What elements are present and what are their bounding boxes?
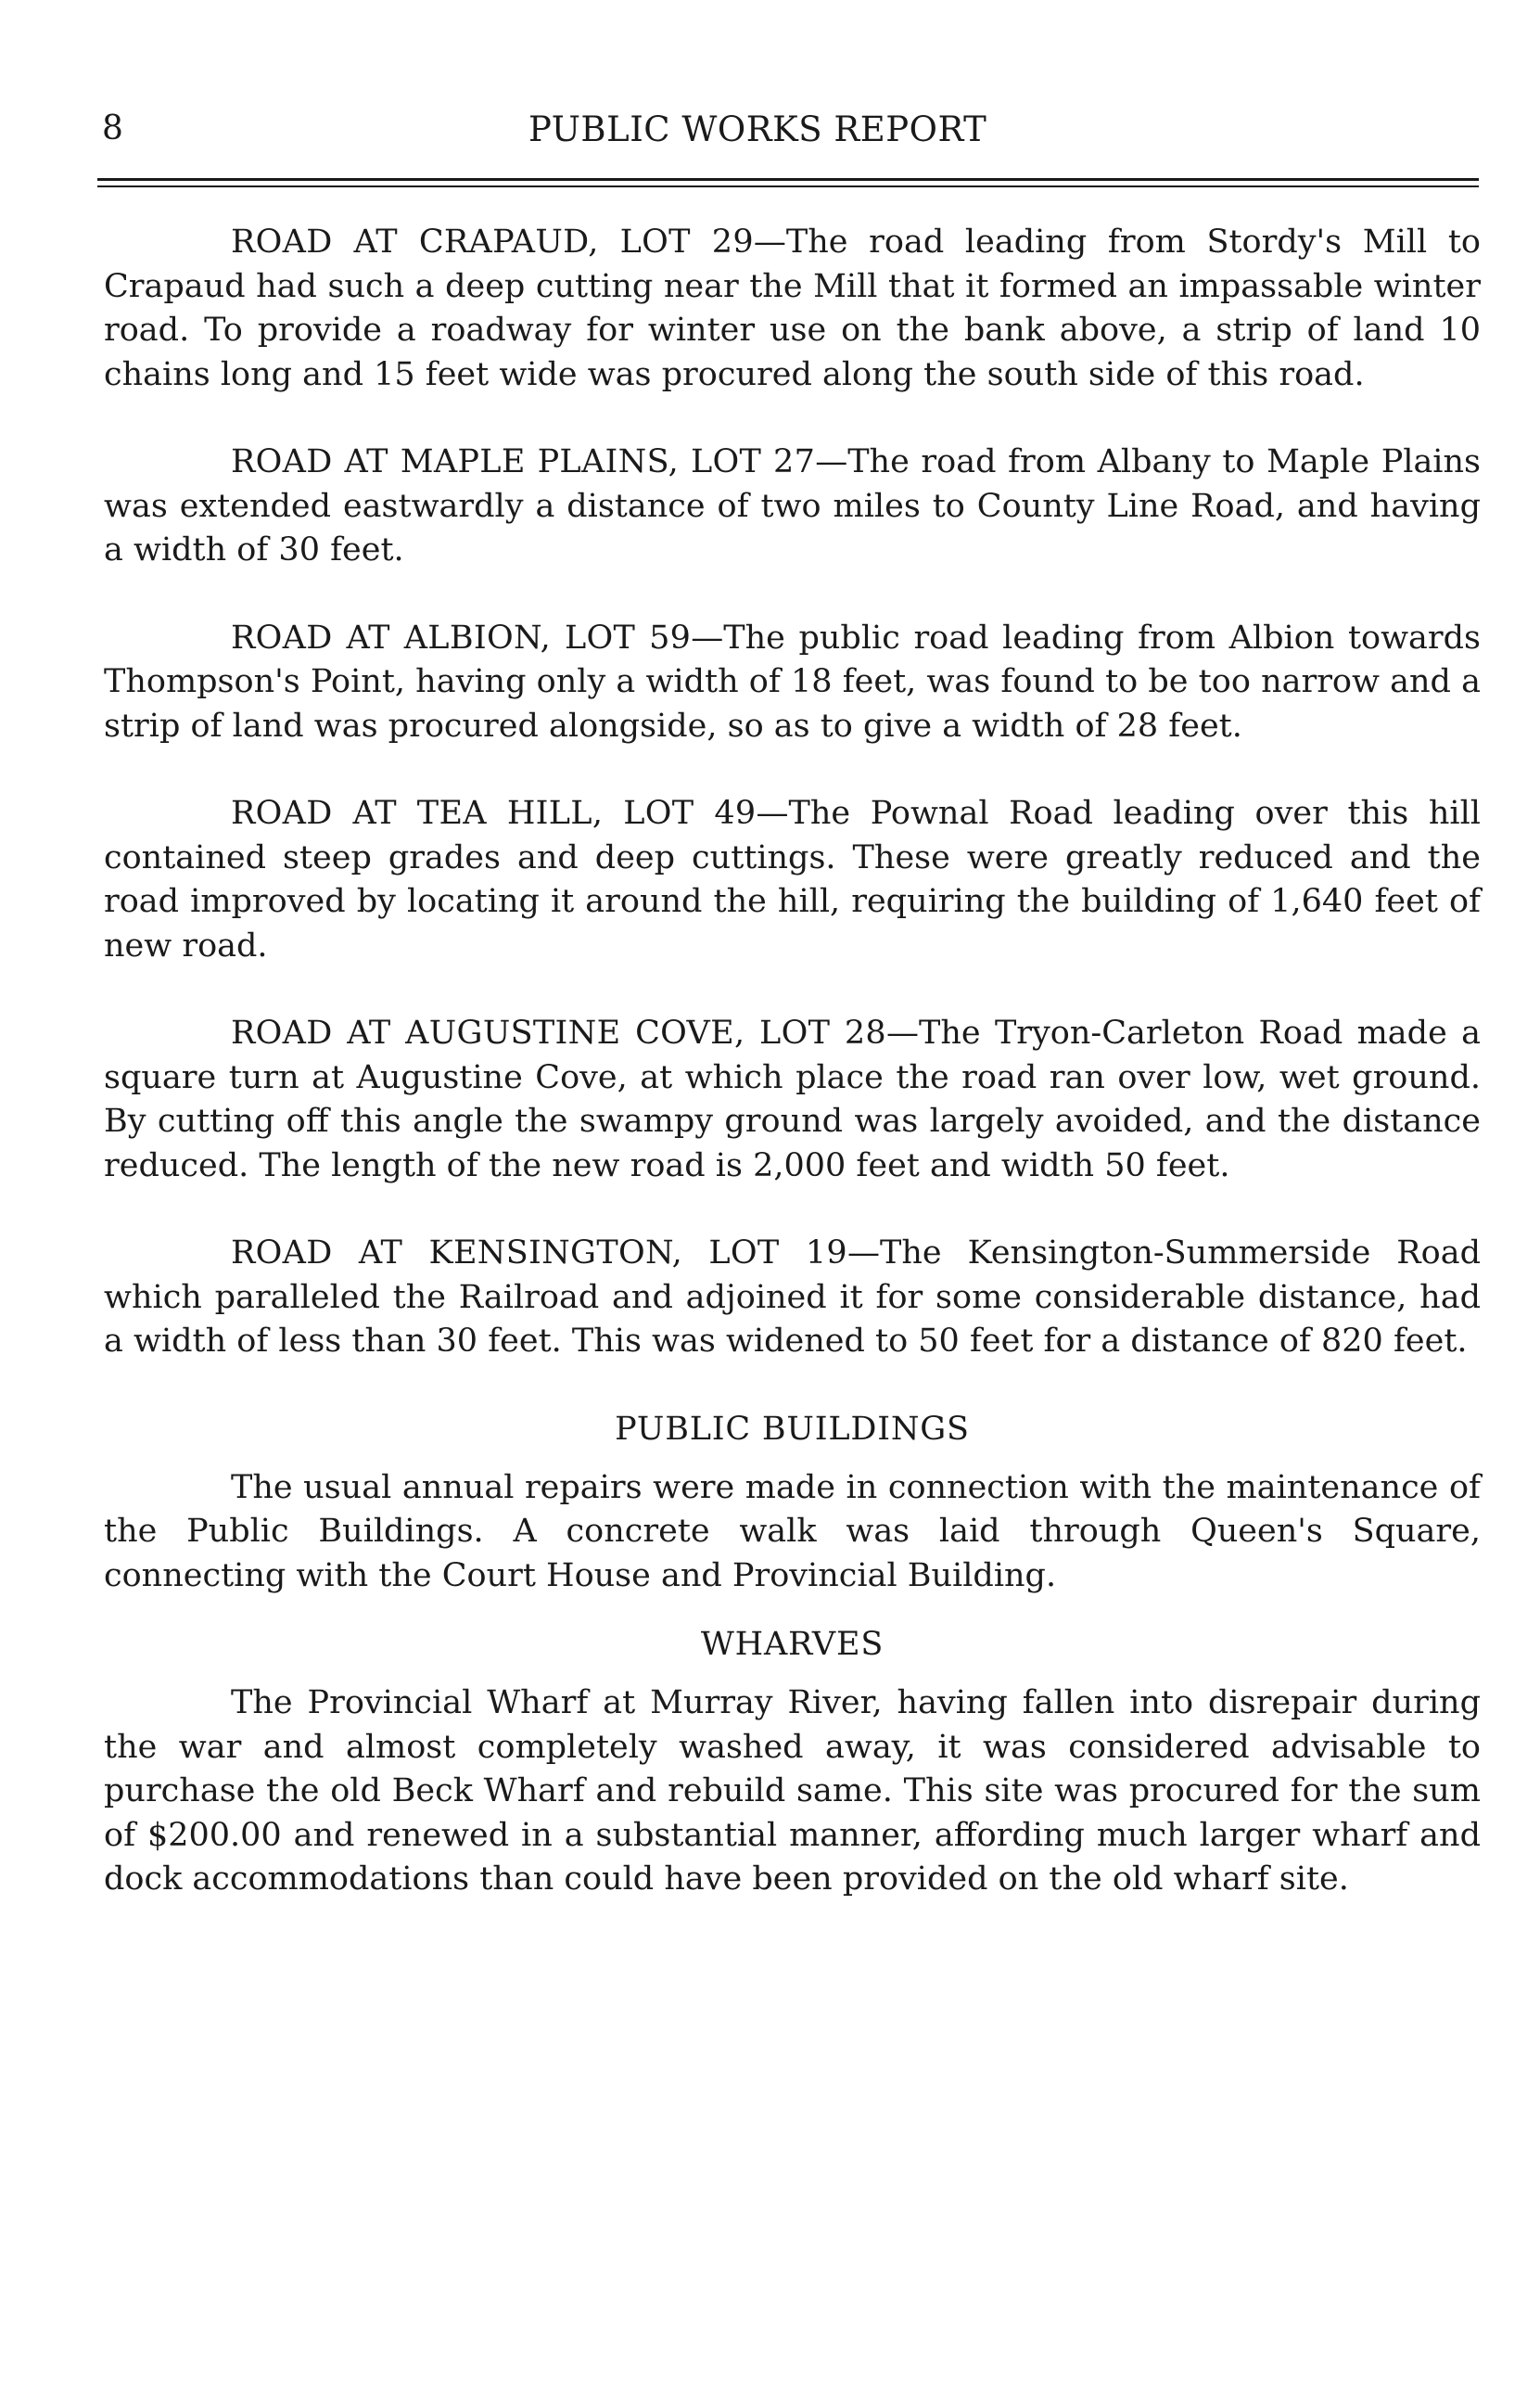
- road-text: —The Kensington-Summerside Road which paralleled the Railroad and adjoined it for some considerable distance, had a width of less than 30 feet. This was widened to 50 feet for a distance of 820 feet.: [104, 1234, 1481, 1360]
- road-lead: ROAD AT TEA HILL, LOT 49: [231, 795, 757, 832]
- road-text: —The public road leading from Albion towards Thompson's Point, having only a width of 18 feet, was found to be too narrow and a strip of land was procured alongside, so as to give a width of 28 feet.: [104, 619, 1481, 745]
- road-lead: ROAD AT KENSINGTON, LOT 19: [231, 1234, 847, 1272]
- road-paragraph-tea-hill: [104, 792, 1481, 968]
- page-header: [102, 102, 1474, 158]
- header-rule-bottom: [97, 185, 1479, 187]
- road-text: —The road leading from Stordy's Mill to Crapaud had such a deep cutting near the Mill that it formed an impassable winter road. To provide a roadway for winter use on the bank above, a strip of land 10 chains long and 15 feet wide was procured along the south side of this road.: [104, 224, 1481, 393]
- road-lead: ROAD AT MAPLE PLAINS, LOT 27: [231, 443, 816, 480]
- body-content: [104, 221, 1481, 1902]
- running-title: PUBLIC WORKS REPORT: [528, 109, 987, 149]
- road-text: —The road from Albany to Maple Plains was extended eastwardly a distance of two miles to County Line Road, and having a width of 30 feet.: [104, 443, 1482, 569]
- road-text: —The Tryon-Carleton Road made a square turn at Augustine Cove, at which place the road ran over low, wet ground. By cutting off this angle the swampy ground was largely avoided, and the distance reduced. The length of the new road is 2,000 feet and width 50 feet.: [104, 1015, 1481, 1184]
- road-paragraph-augustine-cove: [104, 1012, 1481, 1188]
- section-heading-public-buildings: PUBLIC BUILDINGS: [615, 1410, 970, 1448]
- wharves-paragraph: The Provincial Wharf at Murray River, having fallen into disrepair during the war and almost completely washed away, it was considered advisable to purchase the old Beck Wharf and rebuild same. This site was procured for the sum of $200.00 and renewed in a substantial manner, affording much larger wharf and dock accommodations than could have been provided on the old wharf site.: [104, 1684, 1481, 1898]
- road-paragraph-albion: [104, 617, 1481, 749]
- section-heading-wharves: WHARVES: [700, 1626, 885, 1663]
- road-paragraph-maple-plains: [104, 441, 1481, 573]
- road-paragraph-kensington: [104, 1232, 1481, 1364]
- road-lead: ROAD AT CRAPAUD, LOT 29: [231, 224, 754, 261]
- header-rule-top: [97, 178, 1479, 181]
- page-number: 8: [102, 109, 123, 147]
- road-paragraph-crapaud: [104, 221, 1481, 397]
- public-buildings-paragraph: The usual annual repairs were made in connection with the maintenance of the Public Buildings. A concrete walk was laid through Queen's Square, connecting with the Court House and Provincial Building.: [104, 1468, 1481, 1594]
- road-text: —The Pownal Road leading over this hill contained steep grades and deep cuttings. These were greatly reduced and the road improved by locating it around the hill, requiring the building of 1,640 feet of new road.: [104, 795, 1481, 965]
- road-lead: ROAD AT ALBION, LOT 59: [231, 619, 692, 657]
- road-lead: ROAD AT AUGUSTINE COVE, LOT 28: [231, 1015, 887, 1052]
